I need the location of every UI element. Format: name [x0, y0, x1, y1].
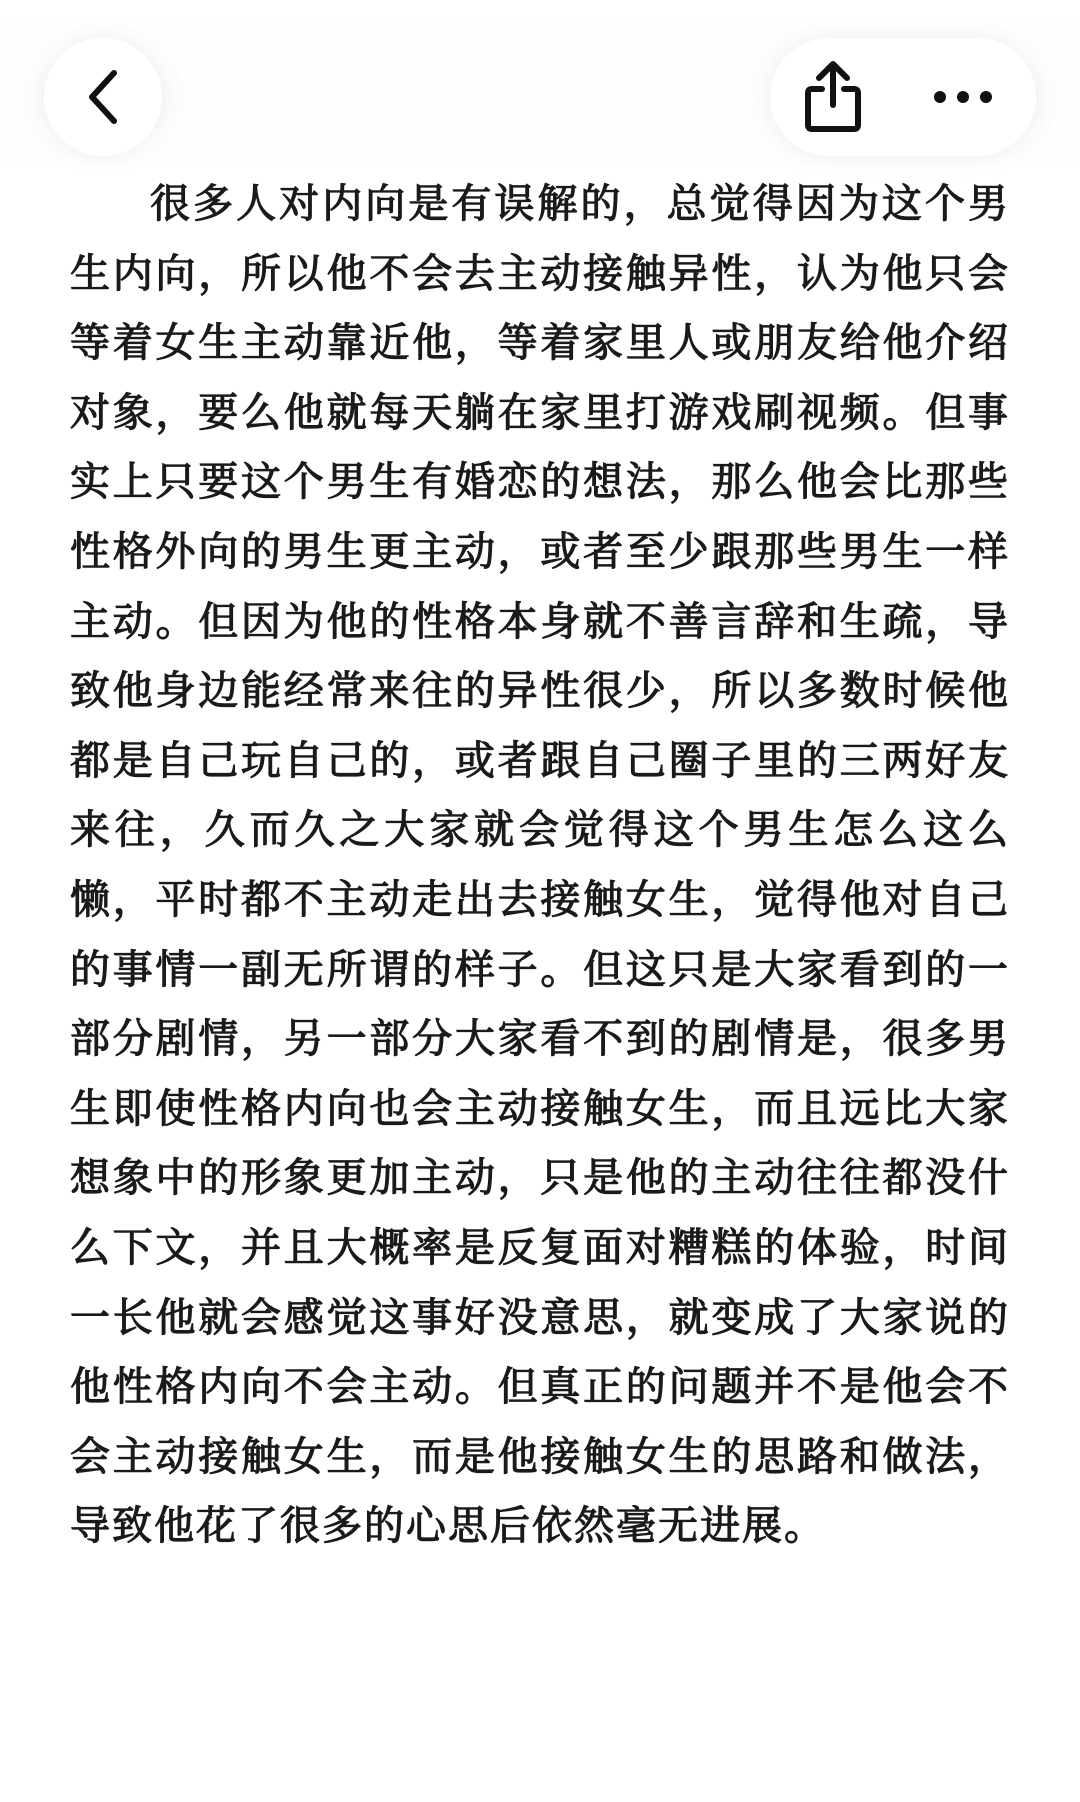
top-bar: [0, 0, 1080, 175]
share-button[interactable]: [802, 59, 864, 135]
more-horizontal-icon: [932, 87, 994, 107]
more-button[interactable]: [932, 87, 994, 107]
share-icon: [802, 59, 864, 135]
back-button[interactable]: [44, 38, 162, 156]
chevron-left-icon: [83, 67, 123, 127]
action-group: [770, 38, 1036, 156]
article-body: 很多人对内向是有误解的，总觉得因为这个男生内向，所以他不会去主动接触异性，认为他只会等着女生主动靠近他，等着家里人或朋友给他介绍对象，要么他就每天躺在家里打游戏刷视频。但事实上只要这个男生有婚恋的想法，那么他会比那些性格外向的男生更主动，或者至少跟那些男生一样主动。但因为他的性格本身就不善言辞和生疏，导致他身边能经常来往的异性很少，所以多数时候他都是自己玩自己的，或者跟自己圈子里的三两好友来往，久而久之大家就会觉得这个男生怎么这么懒，平时都不主动走出去接触女生，觉得他对自己的事情一副无所谓的样子。但这只是大家看到的一部分剧情，另一部分大家看不到的剧情是，很多男生即使性格内向也会主动接触女生，而且远比大家想象中的形象更加主动，只是他的主动往往都没什么下文，并且大概率是反复面对糟糕的体验，时间一长他就会感觉这事好没意思，就变成了大家说的他性格内向不会主动。但真正的问题并不是他会不会主动接触女生，而是他接触女生的思路和做法，导致他花了很多的心思后依然毫无进展。: [70, 181, 1010, 1550]
